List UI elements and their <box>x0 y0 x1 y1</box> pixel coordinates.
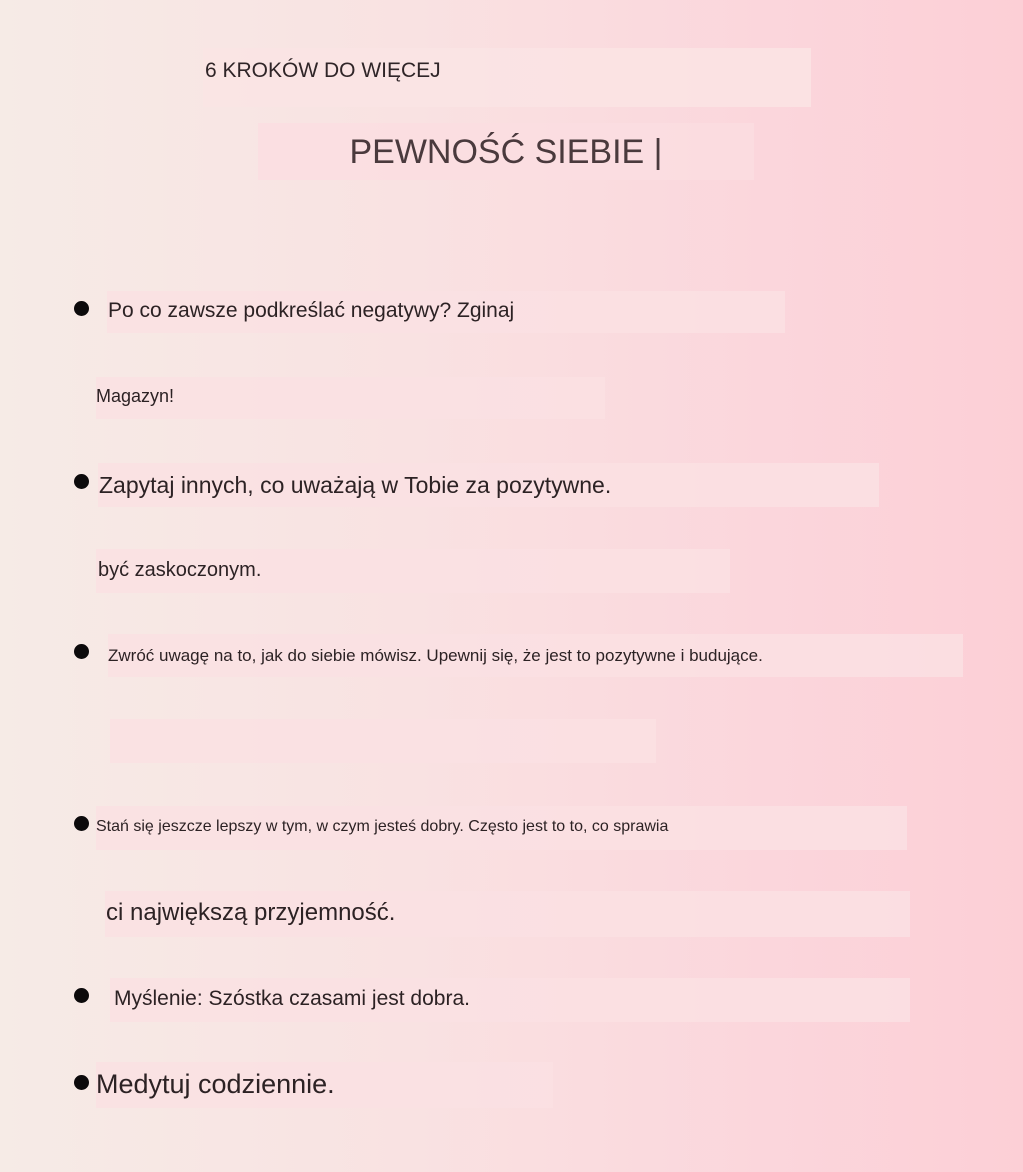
item-4-line-2: ci największą przyjemność. <box>106 899 396 926</box>
bullet-dot <box>74 816 89 831</box>
item-3-line-1: Zwróć uwagę na to, jak do siebie mówisz. Upewnij się, że jest to pozytywne i budujące. <box>108 646 763 665</box>
item-3-band-2 <box>110 719 656 763</box>
bullet-dot <box>74 988 89 1003</box>
item-1-line-1: Po co zawsze podkreślać negatywy? Zginaj <box>108 299 515 322</box>
item-2-line-2: być zaskoczonym. <box>98 559 262 581</box>
item-1-line-2: Magazyn! <box>96 386 175 406</box>
title-band <box>258 123 754 180</box>
bullet-dot <box>74 1075 89 1090</box>
item-5-line-1: Myślenie: Szóstka czasami jest dobra. <box>114 987 470 1010</box>
bullet-dot <box>74 301 89 316</box>
bullet-dot <box>74 644 89 659</box>
subtitle-band <box>203 48 811 107</box>
item-4-line-1: Stań się jeszcze lepszy w tym, w czym jesteś dobry. Często jest to to, co sprawia <box>96 818 669 835</box>
item-6-line-1: Medytuj codziennie. <box>96 1069 335 1099</box>
page-title: PEWNOŚĆ SIEBIE | <box>349 132 663 171</box>
subtitle-text: 6 KROKÓW DO WIĘCEJ <box>205 59 441 82</box>
bullet-dot <box>74 474 89 489</box>
item-2-line-1: Zapytaj innych, co uważają w Tobie za pozytywne. <box>99 472 612 498</box>
